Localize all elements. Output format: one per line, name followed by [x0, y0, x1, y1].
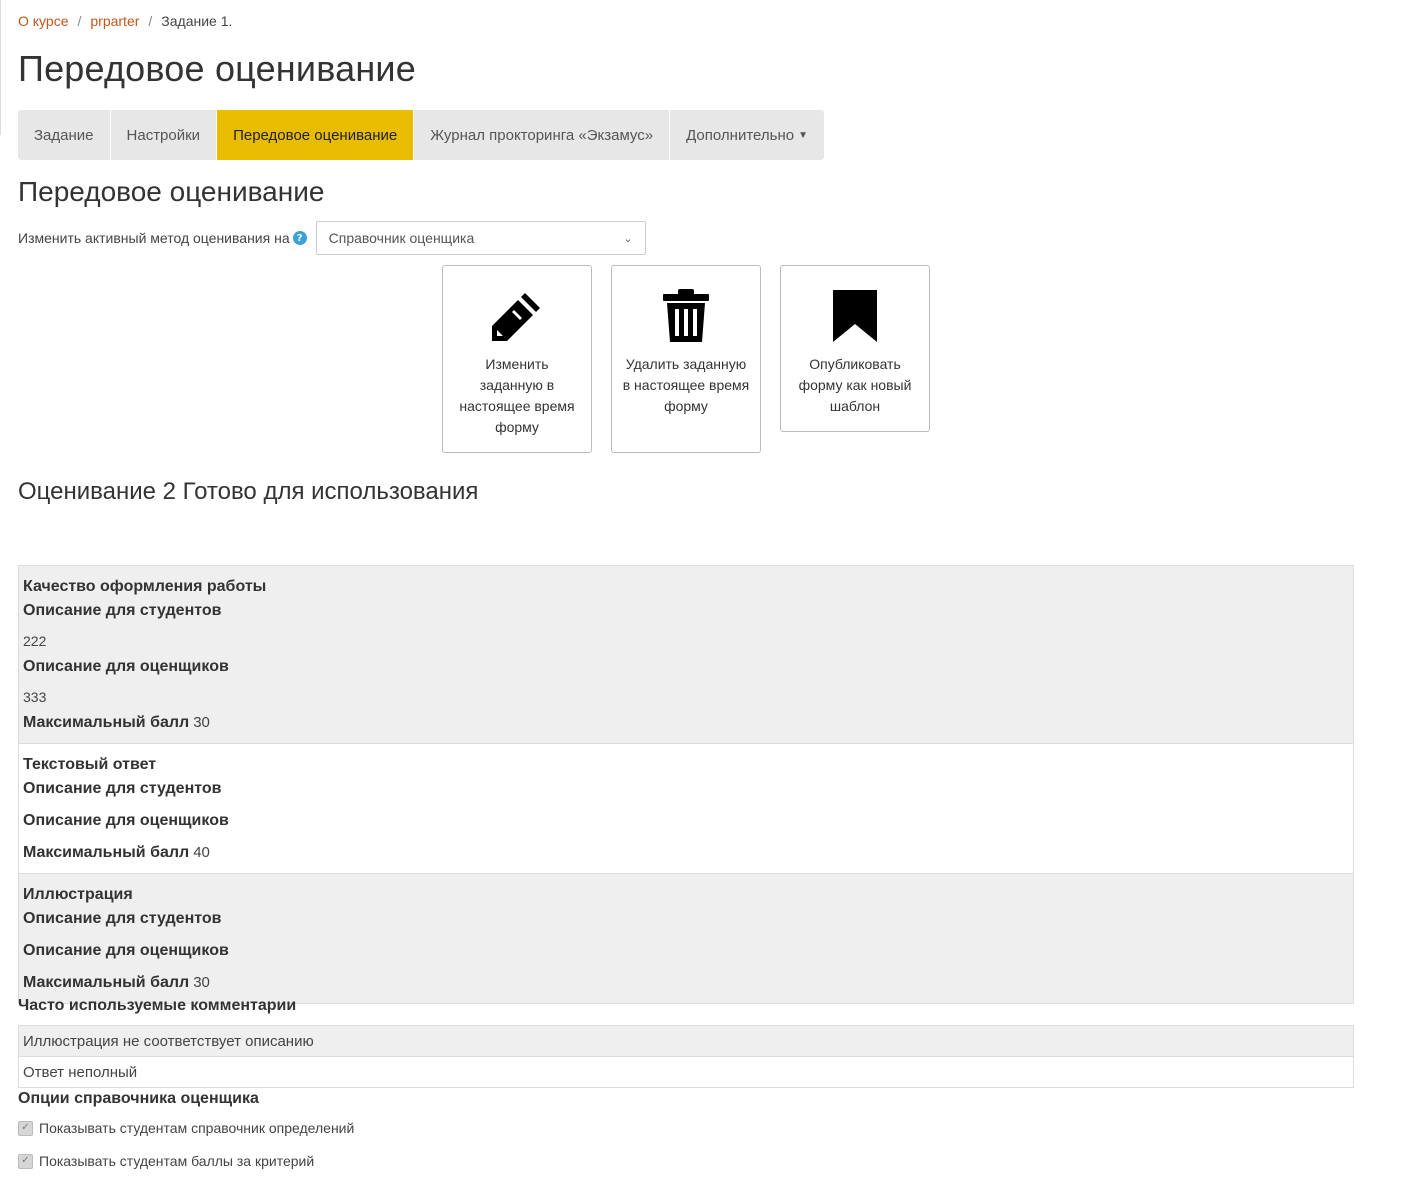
max-score — [23, 971, 1349, 995]
chevron-down-icon: ⌄ — [623, 232, 633, 245]
publish-template-button[interactable] — [780, 265, 930, 432]
tab-assignment[interactable] — [18, 110, 111, 160]
criterion-row — [19, 566, 1353, 744]
criterion-name: Иллюстрация — [23, 886, 133, 903]
grading-status-title: Оценивание 2 Готово для использования — [18, 478, 479, 505]
pencil-icon — [489, 288, 545, 344]
tab-more[interactable] — [670, 110, 824, 160]
criterion-row — [19, 744, 1353, 874]
markers-description-heading: Описание для оценщиков — [23, 812, 229, 829]
students-description-heading: Описание для студентов — [23, 602, 222, 619]
frequent-comments-title: Часто используемые комментарии — [18, 997, 297, 1014]
breadcrumb-section-link[interactable]: prparter — [90, 13, 140, 29]
students-description-heading: Описание для студентов — [23, 910, 222, 927]
grading-method-row — [18, 220, 646, 256]
help-icon[interactable]: ? — [293, 231, 307, 245]
max-score-label: Максимальный балл — [23, 974, 190, 991]
trash-icon — [658, 288, 714, 344]
max-score-value: 30 — [193, 714, 210, 731]
breadcrumb-separator: / — [77, 13, 82, 29]
tab-advanced-grading[interactable] — [217, 110, 414, 160]
tab-bar — [18, 110, 824, 160]
tab-proctoring-log[interactable] — [414, 110, 670, 160]
criterion-row — [19, 874, 1353, 1003]
grading-method-select[interactable] — [316, 221, 646, 255]
guide-options-title: Опции справочника оценщика — [18, 1090, 259, 1107]
tab-settings[interactable] — [111, 110, 218, 160]
bookmark-icon — [827, 288, 883, 344]
option-label: Показывать студентам справочник определений — [39, 1120, 355, 1136]
breadcrumb-current: Задание 1. — [161, 13, 233, 29]
delete-form-label: Удалить заданную в настоящее время форму — [622, 356, 750, 414]
students-description-heading: Описание для студентов — [23, 780, 222, 797]
grading-method-selected: Справочник оценщика — [328, 230, 475, 246]
max-score — [23, 711, 1349, 735]
students-description-text: 222 — [23, 633, 47, 649]
left-border-line — [0, 0, 1, 135]
grading-method-label: Изменить активный метод оценивания на — [18, 230, 290, 246]
checkbox[interactable]: ✓ — [18, 1154, 33, 1169]
max-score — [23, 841, 1349, 865]
option-show-definitions — [18, 1120, 354, 1136]
frequent-comments-list — [18, 1025, 1354, 1088]
option-show-scores — [18, 1153, 314, 1169]
tab-label: Дополнительно — [686, 126, 795, 144]
tab-label: Задание — [34, 126, 94, 144]
page-title: Передовое оценивание — [18, 48, 416, 89]
chevron-down-icon: ▼ — [798, 129, 808, 141]
breadcrumb-course-link[interactable]: О курсе — [18, 13, 69, 29]
checkbox[interactable]: ✓ — [18, 1121, 33, 1136]
max-score-label: Максимальный балл — [23, 844, 190, 861]
delete-form-button[interactable] — [611, 265, 761, 453]
markers-description-heading: Описание для оценщиков — [23, 942, 229, 959]
tab-label: Настройки — [126, 126, 201, 144]
max-score-value: 40 — [193, 844, 210, 861]
breadcrumb-separator: / — [148, 13, 153, 29]
option-label: Показывать студентам баллы за критерий — [39, 1153, 315, 1169]
criterion-name: Качество оформления работы — [23, 578, 267, 595]
comment-item: Ответ неполный — [23, 1063, 138, 1081]
tab-label: Журнал прокторинга «Экзамус» — [430, 126, 654, 144]
publish-template-label: Опубликовать форму как новый шаблон — [798, 356, 912, 414]
max-score-label: Максимальный балл — [23, 714, 190, 731]
markers-description-heading: Описание для оценщиков — [23, 658, 229, 675]
edit-form-button[interactable] — [442, 265, 592, 453]
markers-description-text: 333 — [23, 689, 47, 705]
criterion-name: Текстовый ответ — [23, 756, 157, 773]
criteria-list — [18, 565, 1354, 1004]
tab-label: Передовое оценивание — [233, 126, 398, 144]
section-title: Передовое оценивание — [18, 176, 325, 207]
comment-item: Иллюстрация не соответствует описанию — [19, 1026, 1353, 1057]
edit-form-label: Изменить заданную в настоящее время форму — [459, 356, 575, 435]
max-score-value: 30 — [193, 974, 210, 991]
breadcrumb — [18, 13, 232, 29]
